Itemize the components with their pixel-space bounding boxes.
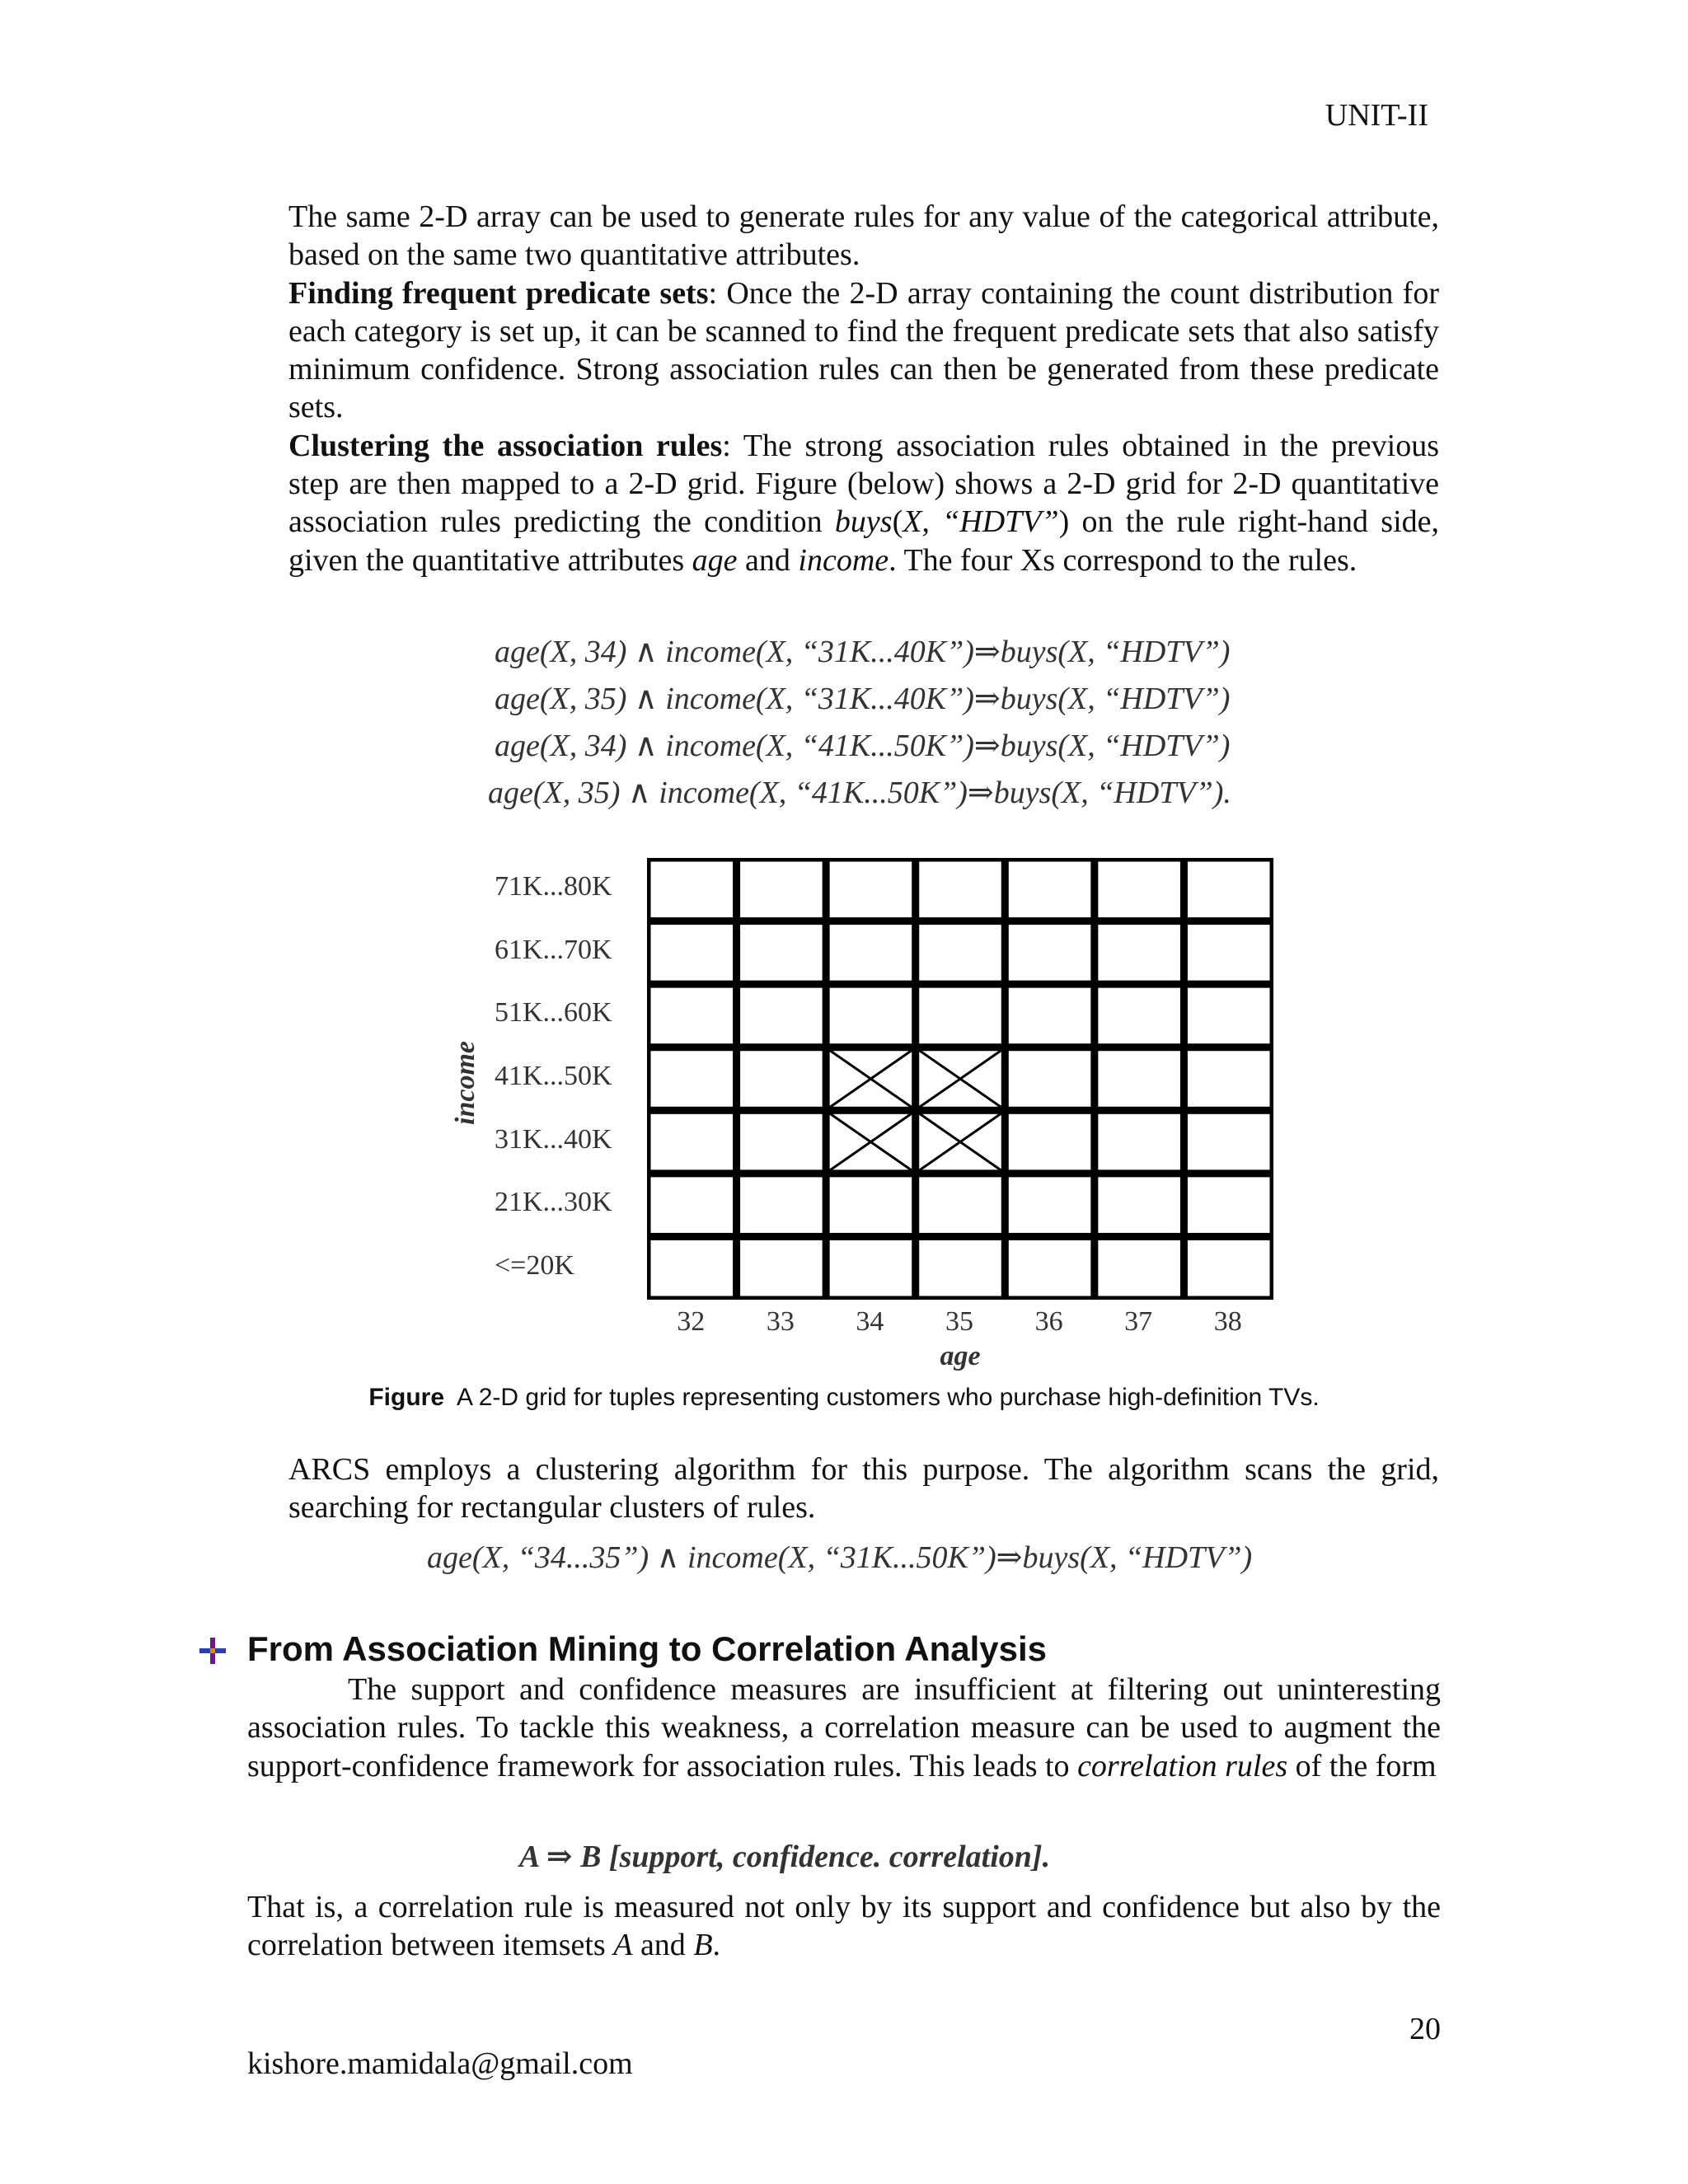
grid-cell — [1006, 1049, 1093, 1109]
intro-text: The same 2-D array can be used to generate rules for any value of the categorical attribute, based on the same two quantitative attributes. — [288, 199, 1439, 273]
grid-cell — [1185, 1049, 1272, 1109]
clustering-em: X, “HDTV” — [903, 504, 1059, 540]
y-tick-label: 61K...70K — [495, 934, 612, 965]
y-tick-label: 71K...80K — [495, 871, 612, 902]
y-axis-labels — [495, 858, 618, 1300]
clustering-em: age — [692, 542, 738, 578]
grid-cell-x-mark — [917, 1049, 1004, 1109]
grid-cell — [917, 1238, 1004, 1298]
correlation-formula: A ⇒ B [support, confidence. correlation]. — [519, 1840, 1051, 1874]
grid-cell — [738, 860, 825, 920]
y-tick-label: 41K...50K — [495, 1061, 612, 1091]
clustering-em: income — [798, 542, 889, 578]
itemset-a: A — [613, 1928, 633, 1963]
grid-cell — [1185, 923, 1272, 983]
grid-cell — [1185, 1112, 1272, 1172]
grid-cell — [1096, 986, 1183, 1046]
x-axis-labels — [647, 1306, 1273, 1339]
finding-text: : Once the 2-D array containing the count distribution for each category is set up, it can be scanned to find the frequent predicate sets that also satisfy minimum confidence. Strong association rules can then be generated from these predicate sets. — [288, 275, 1439, 425]
correlation-text: The support and confidence measures are insufficient at filtering out uninteresting association rules. To tackle this weakness, a correlation measure can be used to augment the support-confidence framework for association rules. This leads to — [247, 1672, 1441, 1783]
grid-cell — [828, 1238, 914, 1298]
income-age-grid — [647, 858, 1273, 1300]
x-tick-label: 33 — [766, 1306, 795, 1337]
grid-cell-x-mark — [917, 1112, 1004, 1172]
grid-cell — [917, 860, 1004, 920]
grid-cell — [917, 1175, 1004, 1235]
grid-cell — [828, 860, 914, 920]
grid-cell — [1006, 1238, 1093, 1298]
corr-text: That is, a correlation rule is measured not only by its support and confidence but also by the correlation between itemsets — [247, 1890, 1441, 1963]
grid-cell — [1006, 1175, 1093, 1235]
y-axis-title-wrap — [445, 1034, 486, 1133]
y-tick-label: 21K...30K — [495, 1187, 612, 1218]
grid-cell — [738, 923, 825, 983]
caption-text: A 2-D grid for tuples representing customers who purchase high-definition TVs. — [457, 1384, 1320, 1411]
figure-caption — [0, 1384, 1688, 1412]
grid-cell-x-mark — [828, 1112, 914, 1172]
x-tick-label: 34 — [856, 1306, 884, 1337]
grid-cell — [1096, 860, 1183, 920]
x-tick-label: 36 — [1034, 1306, 1063, 1337]
grid-cell — [1096, 1112, 1183, 1172]
rule-formula: age(X, 35) ∧ income(X, “41K...50K”)⇒buys(X, “HDTV”). — [488, 776, 1231, 810]
clustering-em: buys — [834, 504, 893, 540]
grid-cell — [1006, 986, 1093, 1046]
corr-end: . — [712, 1928, 721, 1963]
grid-cell — [1096, 1175, 1183, 1235]
correlation-paragraph — [247, 1671, 1441, 1785]
corr-and: and — [632, 1928, 694, 1963]
grid-cell — [738, 1175, 825, 1235]
clustering-paragraph — [288, 427, 1439, 579]
clustering-text: ) on the rule right-hand side, given the quantitative attributes — [288, 504, 1439, 578]
caption-label: Figure — [368, 1384, 444, 1411]
itemset-b: B — [693, 1928, 713, 1963]
grid-cell — [738, 986, 825, 1046]
grid-cell — [1006, 860, 1093, 920]
grid-cell — [1006, 923, 1093, 983]
y-tick-label: <=20K — [495, 1249, 574, 1281]
x-tick-label: 38 — [1213, 1306, 1242, 1337]
grid-cell — [1096, 923, 1183, 983]
grid-cell — [917, 923, 1004, 983]
y-tick-label: 31K...40K — [495, 1123, 612, 1155]
grid-cell-x-mark — [828, 1049, 914, 1109]
finding-paragraph — [288, 274, 1439, 427]
x-tick-label: 35 — [945, 1306, 973, 1337]
section-bullet-icon — [198, 1636, 227, 1666]
y-axis-title: income — [450, 1041, 481, 1125]
correlation-rules-em: correlation rules — [1077, 1748, 1288, 1783]
grid-cell — [738, 1112, 825, 1172]
arcs-rule-formula: age(X, “34...35”) ∧ income(X, “31K...50K”)⇒buys(X, “HDTV”) — [427, 1540, 1253, 1575]
intro-paragraph — [288, 198, 1439, 579]
x-tick-label: 37 — [1124, 1306, 1153, 1337]
grid-cell — [1096, 1238, 1183, 1298]
unit-header: UNIT-II — [1325, 98, 1428, 133]
grid-cell — [649, 1112, 735, 1172]
y-tick-label: 51K...60K — [495, 997, 612, 1029]
grid-cell — [738, 1238, 825, 1298]
grid-cell — [917, 986, 1004, 1046]
grid-cell — [1185, 986, 1272, 1046]
grid-cell — [649, 1238, 735, 1298]
grid-cell — [828, 986, 914, 1046]
footer-email: kishore.mamidala@gmail.com — [247, 2046, 633, 2081]
grid-cell — [649, 1049, 735, 1109]
grid-cell — [1185, 1238, 1272, 1298]
section-heading: From Association Mining to Correlation Analysis — [247, 1629, 1047, 1668]
grid-cell — [1185, 860, 1272, 920]
correlation-rule-paragraph — [247, 1888, 1441, 1965]
clustering-text: : The strong association rules obtained in the previous step are then mapped to a 2-D grid. Figure (below) shows a 2-D grid for 2-D quantitative association rules predicting the condition — [288, 428, 1440, 540]
grid-cell — [649, 860, 735, 920]
clustering-text: and — [737, 542, 799, 578]
clustering-label: Clustering the association rules — [288, 428, 723, 463]
correlation-end: of the form — [1287, 1748, 1437, 1783]
finding-label: Finding frequent predicate sets — [288, 275, 709, 311]
grid-cell — [738, 1049, 825, 1109]
page-number: 20 — [1409, 2012, 1441, 2046]
rule-formula: age(X, 35) ∧ income(X, “31K...40K”)⇒buys(X, “HDTV”) — [495, 682, 1231, 716]
grid-cell — [649, 923, 735, 983]
grid-cell — [1006, 1112, 1093, 1172]
arcs-paragraph: ARCS employs a clustering algorithm for this purpose. The algorithm scans the grid, searching for rectangular clusters of rules. — [288, 1452, 1439, 1526]
clustering-text: . The four Xs correspond to the rules. — [889, 542, 1357, 578]
grid-cell — [649, 986, 735, 1046]
x-axis-title: age — [940, 1341, 981, 1371]
rule-formula: age(X, 34) ∧ income(X, “41K...50K”)⇒buys(X, “HDTV”) — [495, 729, 1231, 763]
grid-cell — [1096, 1049, 1183, 1109]
x-tick-label: 32 — [677, 1306, 706, 1337]
grid-cell — [828, 923, 914, 983]
grid-cell — [649, 1175, 735, 1235]
rule-formula: age(X, 34) ∧ income(X, “31K...40K”)⇒buys(X, “HDTV”) — [495, 635, 1231, 669]
grid-cell — [828, 1175, 914, 1235]
grid-cell — [1185, 1175, 1272, 1235]
clustering-text: ( — [892, 504, 903, 540]
